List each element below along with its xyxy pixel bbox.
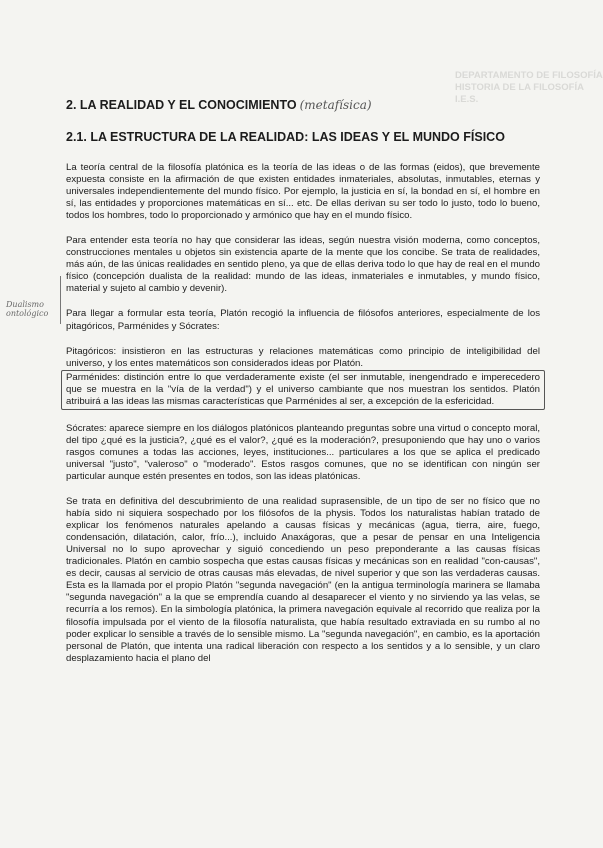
section-heading: 2. LA REALIDAD Y EL CONOCIMIENTO (metafísica) [66, 98, 372, 112]
ghost-line: I.E.S. [455, 94, 479, 105]
paragraph-influences: Para llegar a formular esta teoría, Platón recogió la influencia de filósofos anteriores, especialmente de los pitagóricos, Parménides y Sócrates: [66, 308, 540, 332]
paragraph-dualism: Para entender esta teoría no hay que considerar las ideas, según nuestra visión moderna, como conceptos, construcciones mentales u objetos sin existencia aparte de la mente que los concibe. Se trata de realidades, más aún, de las únicas realidades en sentido pleno, ya que de ellas deriva todo lo que hay de real en el mundo físico (concepción dualista de la realidad: mundo de las ideas, inmateriales e inmutables, y mundo físico, material y sujeto al cambio y devenir). [66, 235, 540, 295]
paragraph-pythagoreans: Pitagóricos: insistieron en las estructuras y relaciones matemáticas como principio de inteligibilidad del universo, y los entes matemáticos son considerados ideas por Platón. [66, 345, 540, 369]
paragraph-parmenides: Parménides: distinción entre lo que verdaderamente existe (el ser inmutable, inengendrado e imperecedero que se muestra en la "vía de la verdad") y el universo cambiante que nos muestran los sentidos. Platón atribuirá a las ideas las mismas características que Parménides al ser, a excepción de la esfericidad. [61, 370, 545, 410]
handwritten-annotation: (metafísica) [299, 98, 372, 112]
margin-annotation: Dualismo ontológico [6, 300, 49, 318]
ghost-line: DEPARTAMENTO DE FILOSOFÍA [455, 70, 603, 81]
subsection-heading: 2.1. LA ESTRUCTURA DE LA REALIDAD: LAS IDEAS Y EL MUNDO FÍSICO [66, 130, 505, 144]
paragraph-socrates: Sócrates: aparece siempre en los diálogos platónicos planteando preguntas sobre una virtud o concepto moral, del tipo ¿qué es la justicia?, ¿qué es el valor?, ¿qué es la moderación?, presuponiendo que hay uno o varios rasgos comunes a todas las acciones, leyes, instituciones... particulares a los que se aplica el predicado universal "justo", "valeroso" o "moderado". Estos rasgos comunes, que no se identifican con ningún ser particular aunque estén presentes en todos, son las ideas platónicas. [66, 422, 540, 482]
paragraph-suprasensible: Se trata en definitiva del descubrimiento de una realidad suprasensible, de un tipo de ser no físico que no había sido ni siquiera sospechado por los filósofos de la physis. Todos los naturalistas habían tratado de explicar los fenómenos naturales apelando a causas físicas y mecánicas (agua, tierra, aire, fuego, condensación, dilatación, calor, frío...), incluido Anaxágoras, que a pesar de pensar en una Inteligencia Universal no lo supo aprovechar y siguió concediendo un peso preponderante a las causas físicas tradicionales. Platón en cambio sospecha que estas causas físicas y mecánicas son en realidad "con-causas", es decir, causas al servicio de otras causas más elevadas, de nivel superior y que son las verdaderas causas. Esta es la llamada por el propio Platón "segunda navegación" (en la antigua terminología marinera se llamaba "segunda navegación" a la que se emprendía cuando al desaparecer el viento y no sirviendo ya las velas, se recurría a los remos). En la simbología platónica, la primera navegación equivale al recorrido que realiza por la filosofía impulsada por el viento de la filosofía naturalista, que había resultado extraviada en su rumbo al no poder explicar lo sensible a través de lo sensible mismo. La "segunda navegación", en cambio, es la aportación personal de Platón, que intenta una radical liberación con respecto a los sentidos y a lo sensible, y un claro desplazamiento hacia el plano del [66, 496, 540, 664]
document-body [66, 98, 540, 665]
ghost-line: HISTORIA DE LA FILOSOFÍA [455, 82, 584, 93]
paragraph-ideas-theory: La teoría central de la filosofía platónica es la teoría de las ideas o de las formas (eidos), que brevemente expuesta consiste en la afirmación de que existen entidades inmateriales, absolutas, inmutables, eternas y universales independientemente del mundo físico. Por ejemplo, la justicia en sí, la bondad en sí, el hombre en sí, las entidades y proporciones matemáticas en sí... etc. De ellas derivan su ser todo lo justo, todo lo bueno, todos los hombres, todo lo proporcionado y armónico que hay en el mundo físico. [66, 162, 540, 222]
margin-bracket [60, 276, 64, 324]
